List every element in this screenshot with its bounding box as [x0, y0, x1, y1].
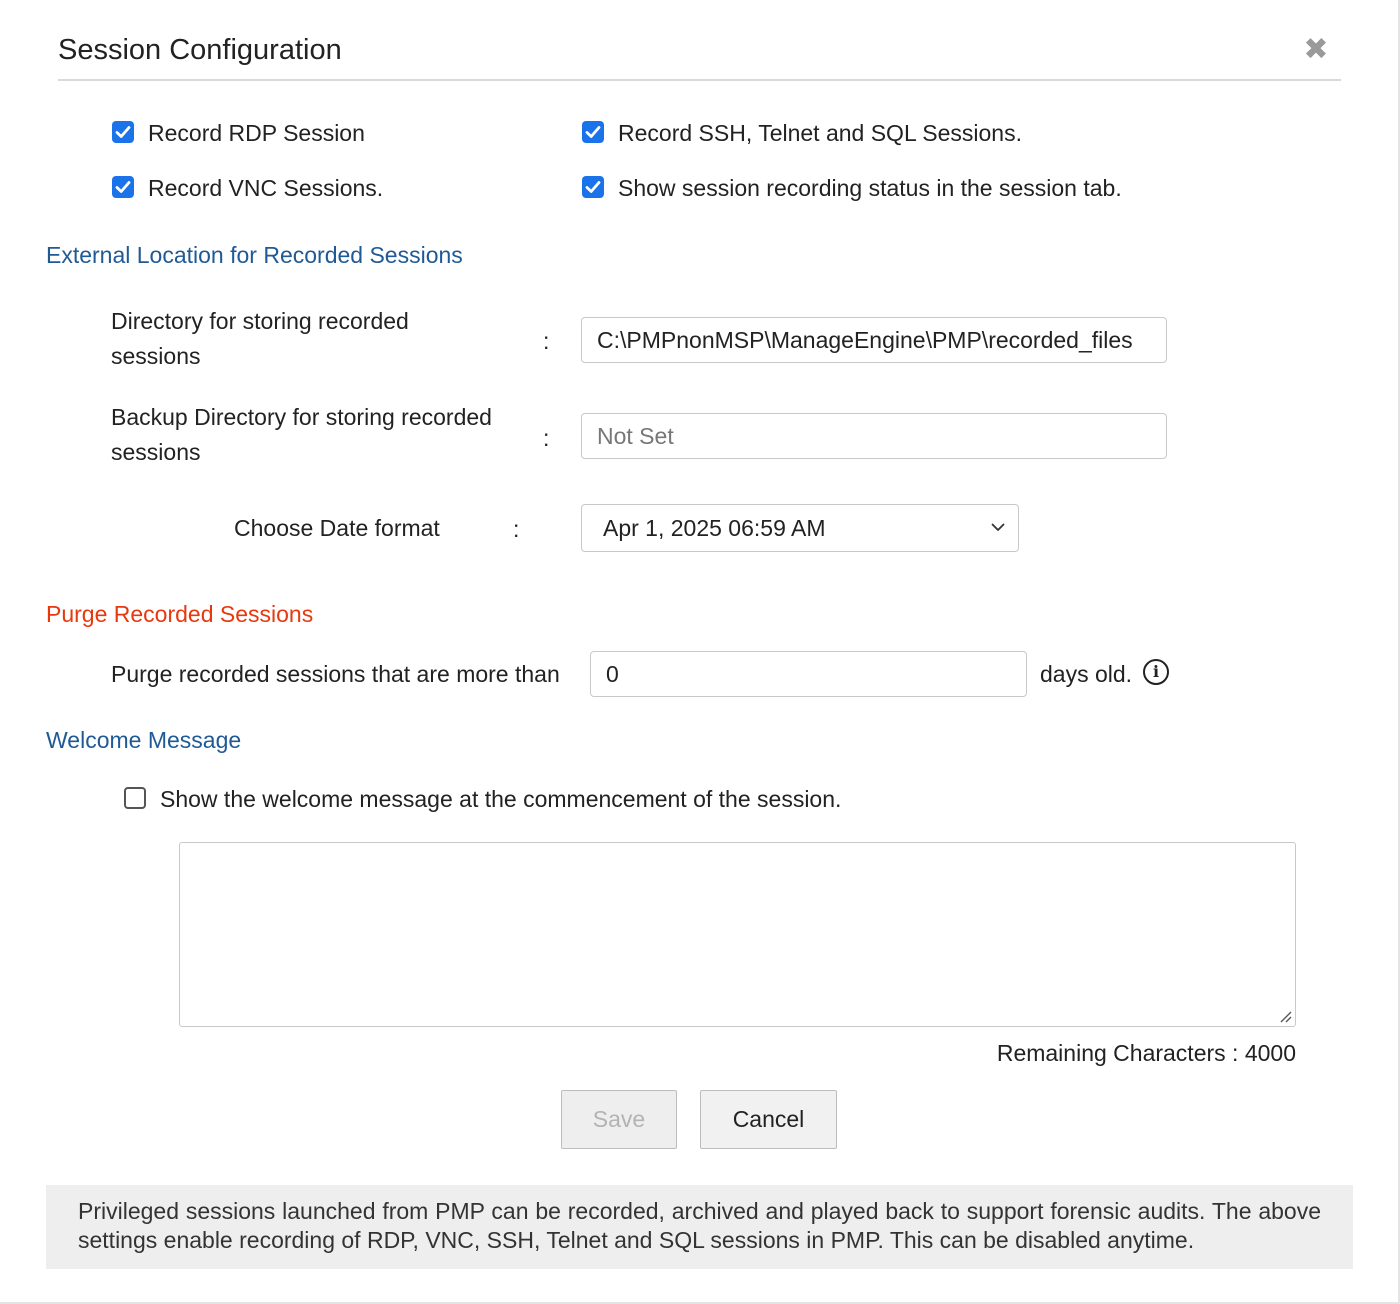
save-button[interactable]: Save — [561, 1090, 677, 1149]
backup-directory-label — [111, 400, 492, 470]
purge-label: Purge recorded sessions that are more than — [111, 661, 560, 687]
backup-directory-label-line2: sessions — [111, 439, 201, 465]
chevron-down-icon — [990, 519, 1006, 535]
date-format-select[interactable] — [581, 504, 1019, 552]
resize-grip-icon[interactable] — [1278, 1009, 1292, 1023]
directory-label-line1: Directory for storing recorded — [111, 308, 409, 334]
title-divider — [58, 79, 1341, 81]
directory-input[interactable]: C:\PMPnonMSP\ManageEngine\PMP\recorded_files — [581, 317, 1167, 363]
record-vnc-checkbox[interactable] — [112, 176, 134, 198]
directory-label-line2: sessions — [111, 343, 201, 369]
backup-directory-input[interactable]: Not Set — [581, 413, 1167, 459]
show-status-label: Show session recording status in the session tab. — [618, 175, 1122, 201]
cancel-button[interactable]: Cancel — [700, 1090, 837, 1149]
purge-suffix: days old. — [1040, 661, 1133, 687]
backup-directory-colon: : — [543, 425, 550, 451]
date-format-colon: : — [513, 516, 520, 542]
external-location-heading: External Location for Recorded Sessions — [46, 242, 463, 268]
info-icon[interactable]: i — [1143, 659, 1169, 685]
record-ssh-label: Record SSH, Telnet and SQL Sessions. — [618, 120, 1022, 146]
dialog-title: Session Configuration — [58, 34, 342, 66]
directory-label — [111, 304, 409, 374]
welcome-message-checkbox[interactable] — [124, 787, 146, 809]
date-format-value: Apr 1, 2025 06:59 AM — [603, 514, 826, 541]
close-icon[interactable]: ✖ — [1303, 33, 1329, 66]
info-note: Privileged sessions launched from PMP can be recorded, archived and played back to support forensic audits. The above settings enable recording of RDP, VNC, SSH, Telnet and SQL sessions in PMP. This can be disabled anytime. — [46, 1185, 1353, 1269]
backup-directory-label-line1: Backup Directory for storing recorded — [111, 404, 492, 430]
welcome-message-heading: Welcome Message — [46, 727, 242, 753]
record-ssh-checkbox[interactable] — [582, 121, 604, 143]
record-rdp-checkbox[interactable] — [112, 121, 134, 143]
purge-heading: Purge Recorded Sessions — [46, 601, 314, 627]
record-rdp-label: Record RDP Session — [148, 120, 365, 146]
welcome-message-checkbox-label: Show the welcome message at the commencement of the session. — [160, 786, 842, 812]
show-status-checkbox[interactable] — [582, 176, 604, 198]
welcome-message-textarea[interactable] — [179, 842, 1296, 1027]
remaining-characters: Remaining Characters : 4000 — [996, 1040, 1296, 1066]
date-format-label: Choose Date format — [234, 515, 440, 541]
purge-days-input[interactable]: 0 — [590, 651, 1027, 697]
record-vnc-label: Record VNC Sessions. — [148, 175, 384, 201]
directory-colon: : — [543, 328, 550, 354]
